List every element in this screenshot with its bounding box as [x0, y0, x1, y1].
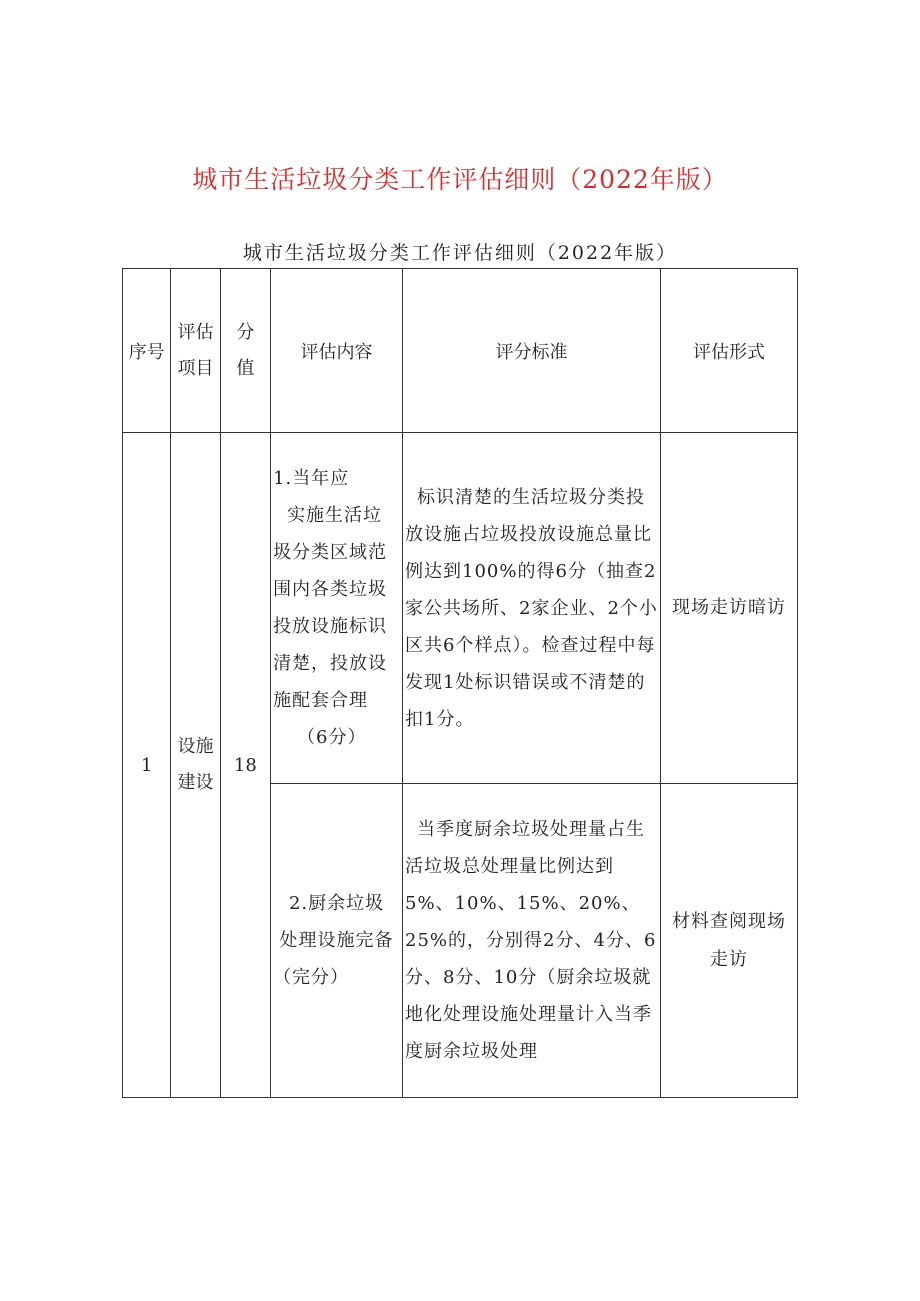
row1-content-text — [271, 460, 402, 756]
row1-form-text: 现场走访暗访 — [671, 597, 786, 618]
header-item — [171, 269, 220, 433]
evaluation-table — [122, 268, 798, 1098]
row1-standard — [403, 433, 661, 784]
row2-content-text — [271, 885, 402, 996]
header-content: 评估内容 — [271, 269, 403, 433]
content-line: 实施生活垃 — [287, 505, 383, 526]
row1-content — [271, 433, 403, 784]
row-no: 1 — [123, 433, 171, 1098]
content-line: 圾分类区域范 — [273, 542, 388, 563]
row-item-line2: 建设 — [177, 772, 214, 793]
header-form: 评估形式 — [660, 269, 797, 433]
row2-form — [660, 784, 797, 1098]
header-item-line1: 评估 — [177, 321, 214, 343]
content-line: 1.当年应 — [273, 468, 350, 489]
header-row — [123, 269, 798, 433]
header-item-line2: 项目 — [177, 357, 214, 379]
row2-content — [271, 784, 403, 1098]
content-line: 施配套合理 — [273, 690, 369, 711]
row-score: 18 — [220, 433, 270, 1098]
header-score — [220, 269, 270, 433]
document-title: 城市生活垃圾分类工作评估细则（2022年版） — [192, 165, 728, 194]
table-row — [123, 433, 798, 784]
content-line: （6分） — [297, 727, 367, 748]
form-line: 走访 — [709, 948, 748, 970]
row1-standard-text: 标识清楚的生活垃圾分类投放设施占垃圾投放设施总量比例达到100%的得6分（抽查2家公共场所、2家企业、2个小区共6个样点）。检查过程中每发现1处标识错误或不清楚的扣1分。 — [405, 486, 658, 730]
content-line: 投放设施标识 — [273, 616, 388, 637]
row2-standard — [403, 784, 661, 1098]
row2-standard-text: 当季度厨余垃圾处理量占生活垃圾总处理量比例达到5%、10%、15%、20%、25%的，分别得2分、4分、6分、8分、10分（厨余垃圾就地化处理设施处理量计入当季度厨余垃圾处理 — [405, 819, 657, 1062]
header-score-line1: 分 — [236, 321, 255, 343]
header-score-line2: 值 — [236, 357, 255, 379]
row1-form — [660, 433, 797, 784]
row-item — [171, 433, 220, 1098]
table-caption: 城市生活垃圾分类工作评估细则（2022年版） — [242, 242, 678, 264]
content-line: 2.厨余垃圾 — [288, 893, 385, 914]
header-standard: 评分标准 — [403, 269, 661, 433]
row-item-line1: 设施 — [177, 736, 214, 757]
content-line: （完分） — [273, 967, 350, 988]
content-line: 处理设施完备 — [279, 930, 394, 951]
form-line: 材料查阅现场 — [671, 910, 786, 932]
row2-form-text — [661, 903, 797, 979]
header-no: 序号 — [123, 269, 171, 433]
content-line: 围内各类垃圾 — [273, 579, 388, 600]
content-line: 清楚，投放设 — [273, 653, 388, 674]
